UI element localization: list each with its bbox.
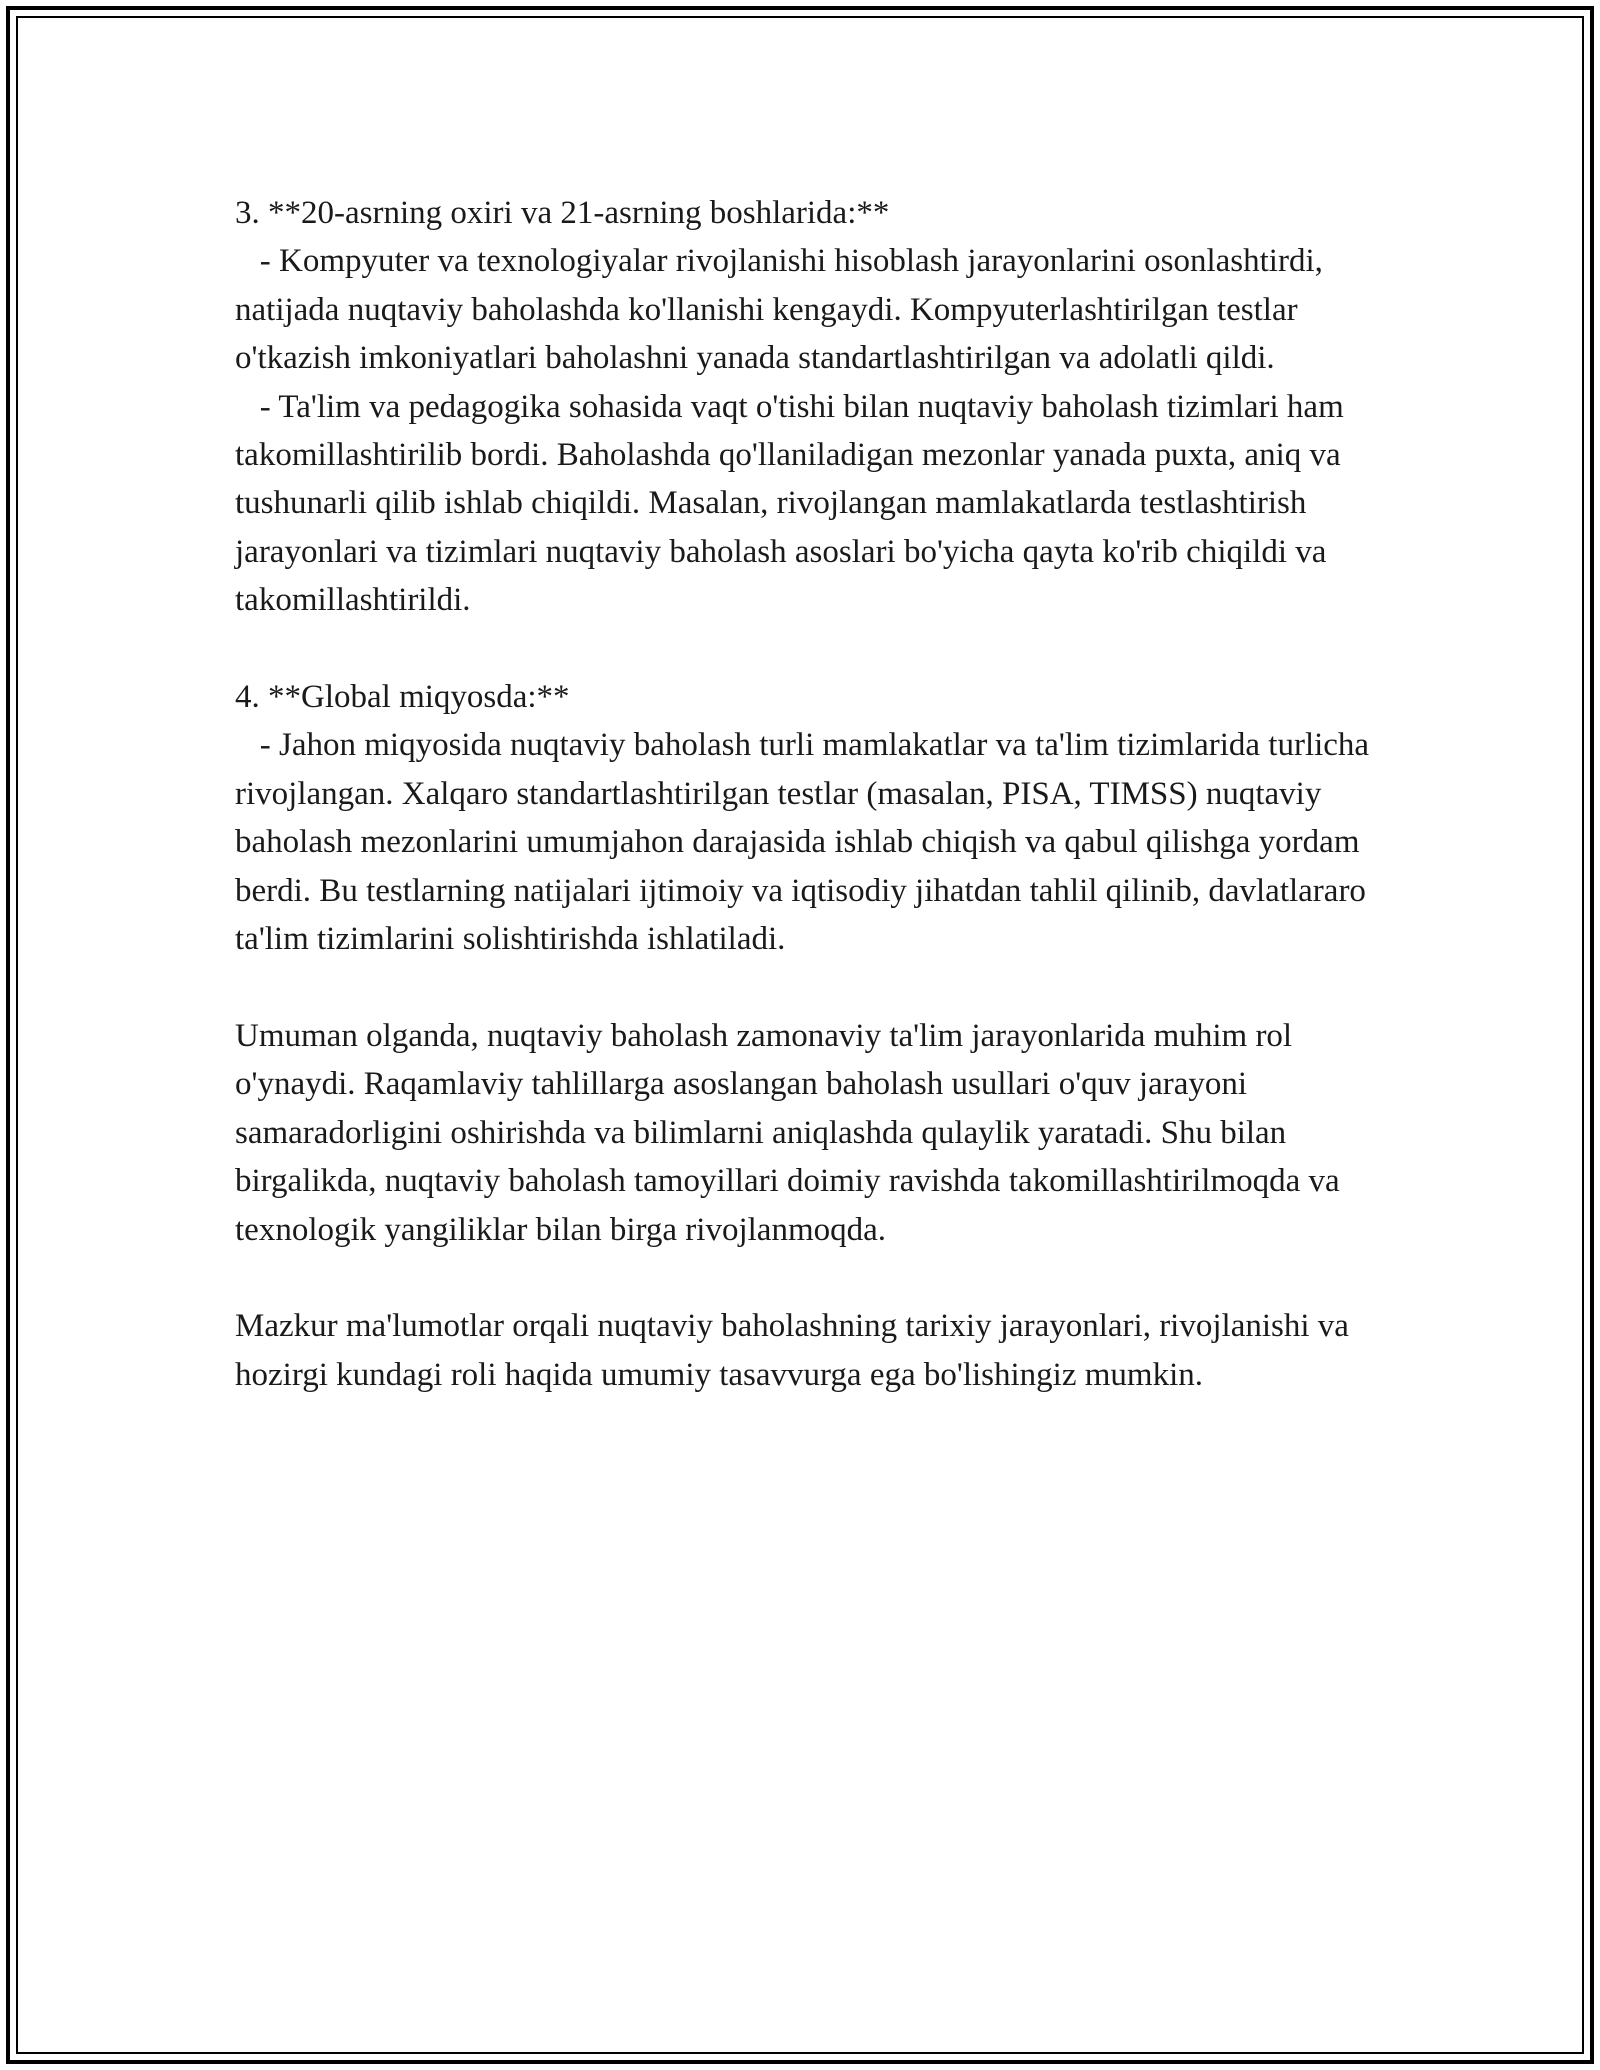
list-item: - Jahon miqyosida nuqtaviy baholash turli mamlakatlar va ta'lim tizimlarida turlicha rivojlangan. Xalqaro standartlashtirilgan testlar (masalan, PISA, TIMSS) nuqtaviy baholash mezonlarini umumjahon darajasida ishlab chiqish va qabul qilishga yordam berdi. Bu testlarning natijalari ijtimoiy va iqtisodiy jihatdan tahlil qilinib, davlatlararo ta'lim tizimlarini solishtirishda ishlatiladi.	[235, 727, 1378, 958]
section-3	[235, 189, 1385, 625]
document-body	[235, 189, 1385, 1399]
section-4	[235, 673, 1385, 963]
section-heading: 3. **20-asrning oxiri va 21-asrning boshlarida:**	[235, 195, 890, 231]
summary-paragraph: Umuman olganda, nuqtaviy baholash zamonaviy ta'lim jarayonlarida muhim rol o'ynaydi. Raqamlaviy tahlillarga asoslangan baholash usullari o'quv jarayoni samaradorligini oshirishda va bilimlarni aniqlashda qulaylik yaratadi. Shu bilan birgalikda, nuqtaviy baholash tamoyillari doimiy ravishda takomillashtirilmoqda va texnologik yangiliklar bilan birga rivojlanmoqda.	[235, 1017, 1340, 1248]
list-item: - Ta'lim va pedagogika sohasida vaqt o'tishi bilan nuqtaviy baholash tizimlari ham takomillashtirilib bordi. Baholashda qo'llaniladigan mezonlar yanada puxta, aniq va tushunarli qilib ishlab chiqildi. Masalan, rivojlangan mamlakatlarda testlashtirish jarayonlari va tizimlari nuqtaviy baholash asoslari bo'yicha qayta ko'rib chiqildi va takomillashtirildi.	[235, 388, 1352, 619]
list-item: - Kompyuter va texnologiyalar rivojlanishi hisoblash jarayonlarini osonlashtirdi, natijada nuqtaviy baholashda ko'llanishi kengaydi. Kompyuterlashtirilgan testlar o'tkazish imkoniyatlari baholashni yanada standartlashtirilgan va adolatli qildi.	[235, 243, 1332, 377]
section-heading: 4. **Global miqyosda:**	[235, 679, 570, 716]
closing-paragraph: Mazkur ma'lumotlar orqali nuqtaviy baholashning tarixiy jarayonlari, rivojlanishi va hozirgi kundagi roli haqida umumiy tasavvurga ega bo'lishingiz mumkin.	[235, 1308, 1349, 1393]
